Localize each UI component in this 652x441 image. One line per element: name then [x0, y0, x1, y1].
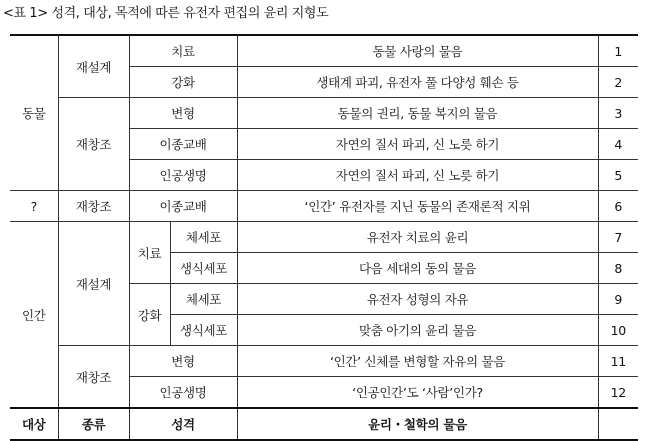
- question-cell: 다음 세대의 동의 물음: [237, 253, 598, 284]
- question-cell: 동물 사랑의 물음: [237, 35, 598, 67]
- table-row: [10, 222, 638, 253]
- subtype-cell: 생식세포: [170, 253, 237, 284]
- nature-cell: 치료: [129, 222, 170, 284]
- nature-cell: 이종교배: [129, 191, 237, 222]
- row-number: 5: [598, 160, 638, 191]
- nature-cell: 치료: [129, 35, 237, 67]
- header-kind: 종류: [58, 408, 129, 440]
- table-row: [10, 346, 638, 377]
- subtype-cell: 생식세포: [170, 315, 237, 346]
- row-number: 1: [598, 35, 638, 67]
- question-cell: ‘인공인간’도 ‘사람’인가?: [237, 377, 598, 409]
- target-cell-animal: 동물: [10, 35, 58, 191]
- kind-cell: 재창조: [58, 191, 129, 222]
- ethics-map-table: [10, 34, 638, 441]
- kind-cell: 재창조: [58, 346, 129, 409]
- table-row: [10, 35, 638, 67]
- header-nature: 성격: [129, 408, 237, 440]
- question-cell: ‘인간’ 신체를 변형할 자유의 물음: [237, 346, 598, 377]
- question-cell: 유전자 치료의 윤리: [237, 222, 598, 253]
- row-number: 4: [598, 129, 638, 160]
- question-cell: 동물의 권리, 동물 복지의 물음: [237, 98, 598, 129]
- question-cell: 자연의 질서 파괴, 신 노릇 하기: [237, 160, 598, 191]
- nature-cell: 이종교배: [129, 129, 237, 160]
- row-number: 3: [598, 98, 638, 129]
- question-cell: 자연의 질서 파괴, 신 노릇 하기: [237, 129, 598, 160]
- question-cell: ‘인간’ 유전자를 지닌 동물의 존재론적 지위: [237, 191, 598, 222]
- nature-cell: 강화: [129, 284, 170, 346]
- header-target: 대상: [10, 408, 58, 440]
- question-cell: 생태계 파괴, 유전자 풀 다양성 훼손 등: [237, 67, 598, 98]
- table-row: [10, 98, 638, 129]
- question-cell: 유전자 성형의 자유: [237, 284, 598, 315]
- target-cell-unknown: ?: [10, 191, 58, 222]
- row-number: 2: [598, 67, 638, 98]
- nature-cell: 인공생명: [129, 377, 237, 409]
- nature-cell: 변형: [129, 98, 237, 129]
- subtype-cell: 체세포: [170, 284, 237, 315]
- header-question: 윤리・철학의 물음: [237, 408, 598, 440]
- question-cell: 맞춤 아기의 윤리 물음: [237, 315, 598, 346]
- table-row: [10, 191, 638, 222]
- target-cell-human: 인간: [10, 222, 58, 409]
- row-number: 9: [598, 284, 638, 315]
- table-header-row: [10, 408, 638, 440]
- nature-cell: 변형: [129, 346, 237, 377]
- table-caption: <표 1> 성격, 대상, 목적에 따른 유전자 편집의 윤리 지형도: [3, 6, 329, 21]
- row-number: 11: [598, 346, 638, 377]
- subtype-cell: 체세포: [170, 222, 237, 253]
- nature-cell: 인공생명: [129, 160, 237, 191]
- nature-cell: 강화: [129, 67, 237, 98]
- row-number: 6: [598, 191, 638, 222]
- kind-cell: 재설계: [58, 222, 129, 346]
- row-number: 7: [598, 222, 638, 253]
- row-number: 10: [598, 315, 638, 346]
- kind-cell: 재설계: [58, 35, 129, 98]
- header-number: [598, 408, 638, 440]
- row-number: 8: [598, 253, 638, 284]
- row-number: 12: [598, 377, 638, 409]
- kind-cell: 재창조: [58, 98, 129, 191]
